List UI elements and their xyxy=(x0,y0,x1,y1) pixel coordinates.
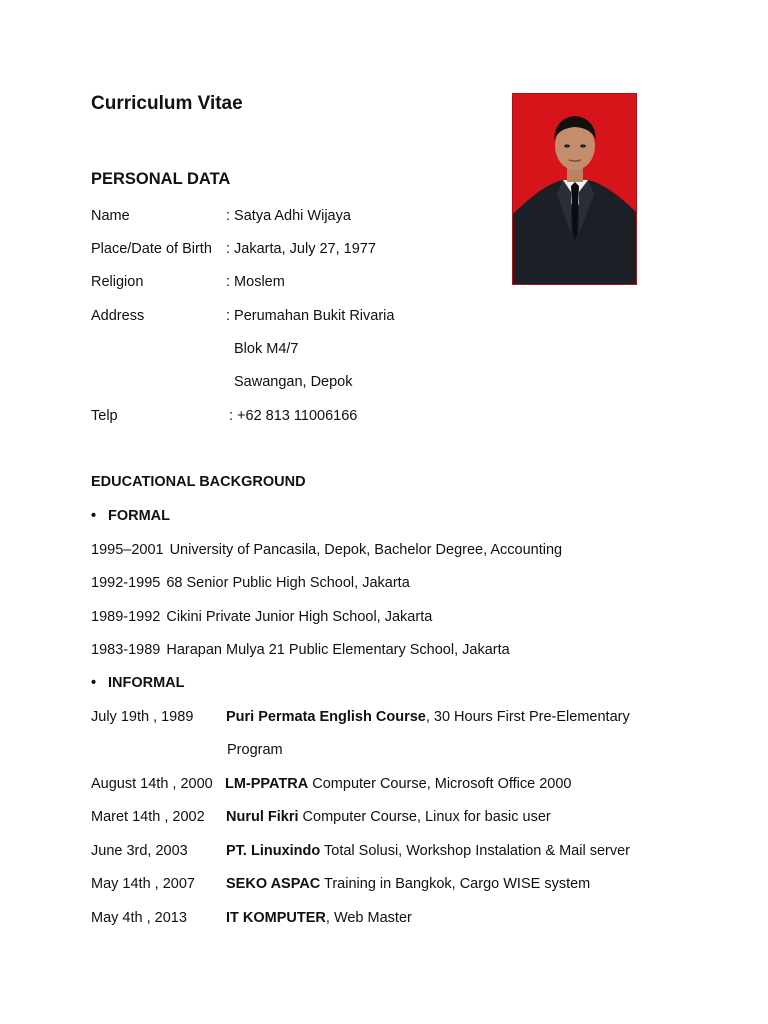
personal-label: Telp xyxy=(91,408,118,424)
informal-rest: Computer Course, Microsoft Office 2000 xyxy=(308,776,572,792)
formal-years: 1995–2001 xyxy=(91,542,164,558)
informal-org: Nurul Fikri xyxy=(226,809,299,825)
education-heading: EDUCATIONAL BACKGROUND xyxy=(91,474,306,490)
personal-value: : Moslem xyxy=(226,274,285,290)
personal-value: : Jakarta, July 27, 1977 xyxy=(226,241,376,257)
informal-rest: Program xyxy=(227,742,283,758)
informal-desc xyxy=(226,910,412,926)
formal-text: 68 Senior Public High School, Jakarta xyxy=(166,575,410,591)
informal-desc xyxy=(225,776,572,792)
informal-desc xyxy=(227,742,283,758)
informal-date: May 4th , 2013 xyxy=(91,910,187,926)
formal-item xyxy=(91,542,562,558)
document-title: Curriculum Vitae xyxy=(91,93,243,114)
informal-date: June 3rd, 2003 xyxy=(91,843,188,859)
formal-label: FORMAL xyxy=(108,508,171,524)
informal-heading xyxy=(91,675,185,691)
formal-text: University of Pancasila, Depok, Bachelor Degree, Accounting xyxy=(169,542,563,558)
informal-rest: , 30 Hours First Pre-Elementary xyxy=(425,709,630,725)
informal-desc xyxy=(226,876,590,892)
personal-label: Place/Date of Birth xyxy=(91,241,212,257)
informal-date: July 19th , 1989 xyxy=(91,709,194,725)
informal-date: Maret 14th , 2002 xyxy=(91,809,205,825)
formal-item xyxy=(91,609,432,625)
personal-value: : +62 813 11006166 xyxy=(229,408,358,424)
informal-rest: Computer Course, Linux for basic user xyxy=(298,809,551,825)
informal-rest: Training in Bangkok, Cargo WISE system xyxy=(320,876,591,892)
personal-value: : Perumahan Bukit Rivaria xyxy=(226,308,395,324)
informal-date: August 14th , 2000 xyxy=(91,776,213,792)
personal-value: : Satya Adhi Wijaya xyxy=(226,208,351,224)
informal-desc xyxy=(226,809,551,825)
bullet-icon: • xyxy=(91,508,97,524)
personal-label: Address xyxy=(91,308,145,324)
formal-text: Cikini Private Junior High School, Jakarta xyxy=(166,609,433,625)
informal-rest: , Web Master xyxy=(325,910,412,926)
address-line: Sawangan, Depok xyxy=(234,374,353,390)
informal-desc xyxy=(226,709,630,725)
informal-rest: Total Solusi, Workshop Instalation & Mail server xyxy=(320,843,630,859)
formal-heading xyxy=(91,508,170,524)
informal-org: PT. Linuxindo xyxy=(226,843,321,859)
formal-years: 1983-1989 xyxy=(91,642,161,658)
personal-label: Name xyxy=(91,208,130,224)
informal-org: Puri Permata English Course xyxy=(226,709,426,725)
personal-data-heading: PERSONAL DATA xyxy=(91,170,231,188)
formal-item xyxy=(91,575,410,591)
formal-text: Harapan Mulya 21 Public Elementary School, Jakarta xyxy=(166,642,510,658)
address-line: Blok M4/7 xyxy=(234,341,299,357)
formal-item xyxy=(91,642,510,658)
personal-label: Religion xyxy=(91,274,144,290)
informal-desc xyxy=(226,843,630,859)
informal-date: May 14th , 2007 xyxy=(91,876,195,892)
informal-org: LM-PPATRA xyxy=(225,776,309,792)
portrait-image xyxy=(513,94,637,285)
informal-org: SEKO ASPAC xyxy=(226,876,321,892)
informal-label: INFORMAL xyxy=(108,675,185,691)
profile-photo xyxy=(512,93,637,285)
formal-years: 1989-1992 xyxy=(91,609,161,625)
informal-org: IT KOMPUTER xyxy=(226,910,326,926)
formal-years: 1992-1995 xyxy=(91,575,161,591)
bullet-icon: • xyxy=(91,675,97,691)
